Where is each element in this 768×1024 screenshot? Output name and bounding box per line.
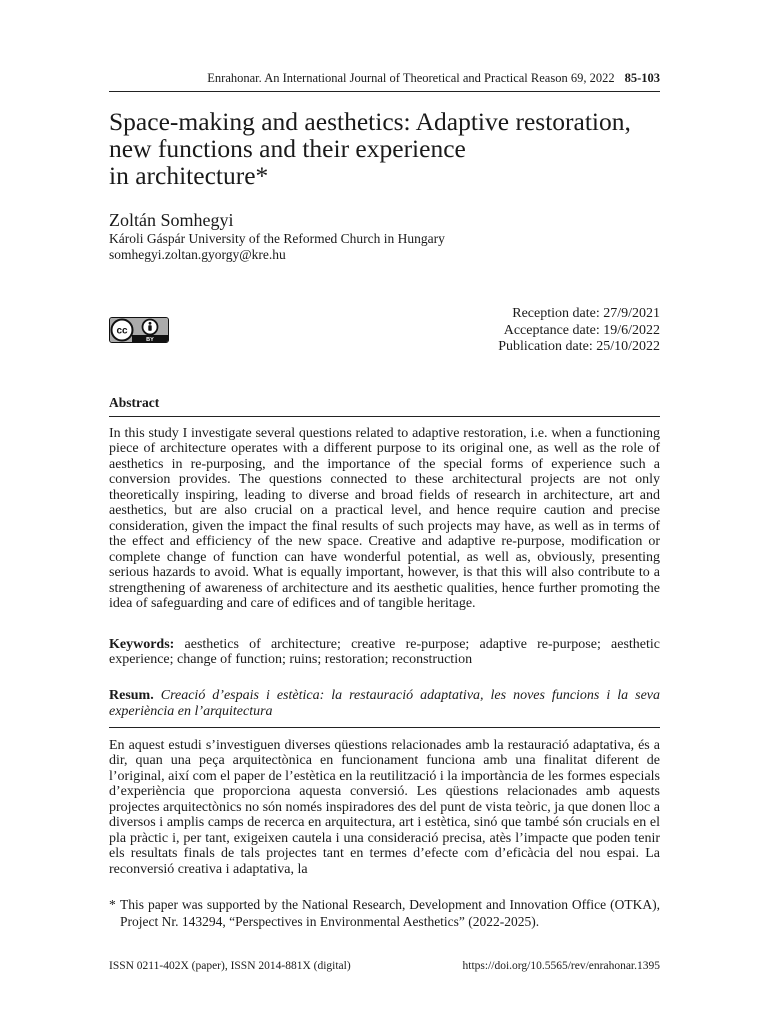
acceptance-date: Acceptance date: 19/6/2022 bbox=[503, 322, 660, 338]
doi-link[interactable]: https://doi.org/10.5565/rev/enrahonar.1395 bbox=[462, 960, 660, 972]
issn-info: ISSN 0211-402X (paper), ISSN 2014-881X (digital) bbox=[109, 960, 351, 972]
resum-text: En aquest estudi s’investiguen diverses qüestions relacionades amb la restauració adaptativa, és a dir, quan una peça arquitectònica en funcionament funciona amb una finalitat diferent de l’original, així com el paper de l’estètica en la reutilització i la importància de les formes especials d’experiència que proporciona aquesta conversió. Les qüestions relacionades amb aquests projectes arquitectònics no són només inspiradores des del punt de vista teòric, ja que donen lloc a diversos i amplis camps de recerca en arquitectura, art i estètica, sinó que també són crucials en el pla pràctic i, per tant, exigeixen cautela i una consideració precisa, atès l’impacte que poden tenir els resultats finals de tals projectes tant en termes d’efecte com d’eficàcia del nou espai. La reconversió creativa i adaptativa, la bbox=[109, 738, 660, 877]
abstract-text: In this study I investigate several questions related to adaptive restoration, i.e. when a functioning piece of architecture operates with a different purpose to its original one, as well as the role of aesthetics in re-purposing, and the importance of the special forms of experience such a conversion provides. The questions connected to these architectural projects are not only theoretically inspiring, leading to diverse and broad fields of research in architecture, art and aesthetics, but are also crucial on a practical level, and hence require caution and precise consideration, given the impact the final results of such projects may have, as well as in terms of the effect and efficiency of the new space. Creative and adaptive re-purpose, modification or complete change of function can have wonderful potential, as well as, obviously, presenting serious hazards to avoid. What is equally important, however, is that this will also contribute to a strengthening of awareness of architecture and its aesthetic qualities, hence further promoting the idea of safeguarding and care of edifices and of tangible heritage. bbox=[109, 426, 660, 611]
cc-label: cc bbox=[116, 325, 128, 337]
keywords-list: aesthetics of architecture; creative re-purpose; adaptive re-purpose; aesthetic experience; change of function; ruins; restoration; reconstruction bbox=[109, 637, 661, 668]
header-rule bbox=[109, 91, 660, 92]
running-header bbox=[109, 71, 660, 86]
abstract-rule bbox=[109, 416, 660, 417]
resum-title: Creació d’espais i estètica: la restauració adaptativa, les noves funcions i la seva experiència en l’arquitectura bbox=[109, 688, 661, 719]
by-label: BY bbox=[146, 337, 154, 342]
article-title bbox=[109, 108, 669, 189]
footnote bbox=[109, 897, 660, 930]
cc-by-icon bbox=[110, 318, 168, 342]
footnote-mark: * bbox=[109, 897, 116, 912]
title-line-3: in architecture* bbox=[109, 161, 269, 190]
cc-by-license-badge[interactable] bbox=[109, 317, 169, 343]
footnote-text: This paper was supported by the National Research, Development and Innovation Office (OTKA), Project Nr. 143294, “Perspectives in Environmental Aesthetics” (2022-2025). bbox=[120, 897, 660, 929]
author-email[interactable]: somhegyi.zoltan.gyorgy@kre.hu bbox=[109, 247, 286, 262]
resum-heading bbox=[109, 688, 660, 720]
page-range: 85-103 bbox=[624, 71, 660, 85]
title-line-1: Space-making and aesthetics: Adaptive restoration, bbox=[109, 107, 631, 136]
author-info bbox=[109, 231, 445, 263]
journal-citation: Enrahonar. An International Journal of Theoretical and Practical Reason 69, 2022 bbox=[207, 71, 615, 85]
publication-dates bbox=[498, 306, 660, 356]
resum-rule bbox=[109, 727, 660, 728]
publication-date: Publication date: 25/10/2022 bbox=[498, 339, 660, 354]
resum-label: Resum. bbox=[109, 688, 154, 703]
author-name: Zoltán Somhegyi bbox=[109, 210, 234, 230]
keywords bbox=[109, 637, 660, 668]
title-line-2: new functions and their experience bbox=[109, 134, 466, 163]
author-affiliation: Károli Gáspár University of the Reformed Church in Hungary bbox=[109, 231, 445, 246]
keywords-label: Keywords: bbox=[109, 637, 175, 652]
reception-date: Reception date: 27/9/2021 bbox=[512, 306, 660, 321]
abstract-heading: Abstract bbox=[109, 395, 160, 410]
